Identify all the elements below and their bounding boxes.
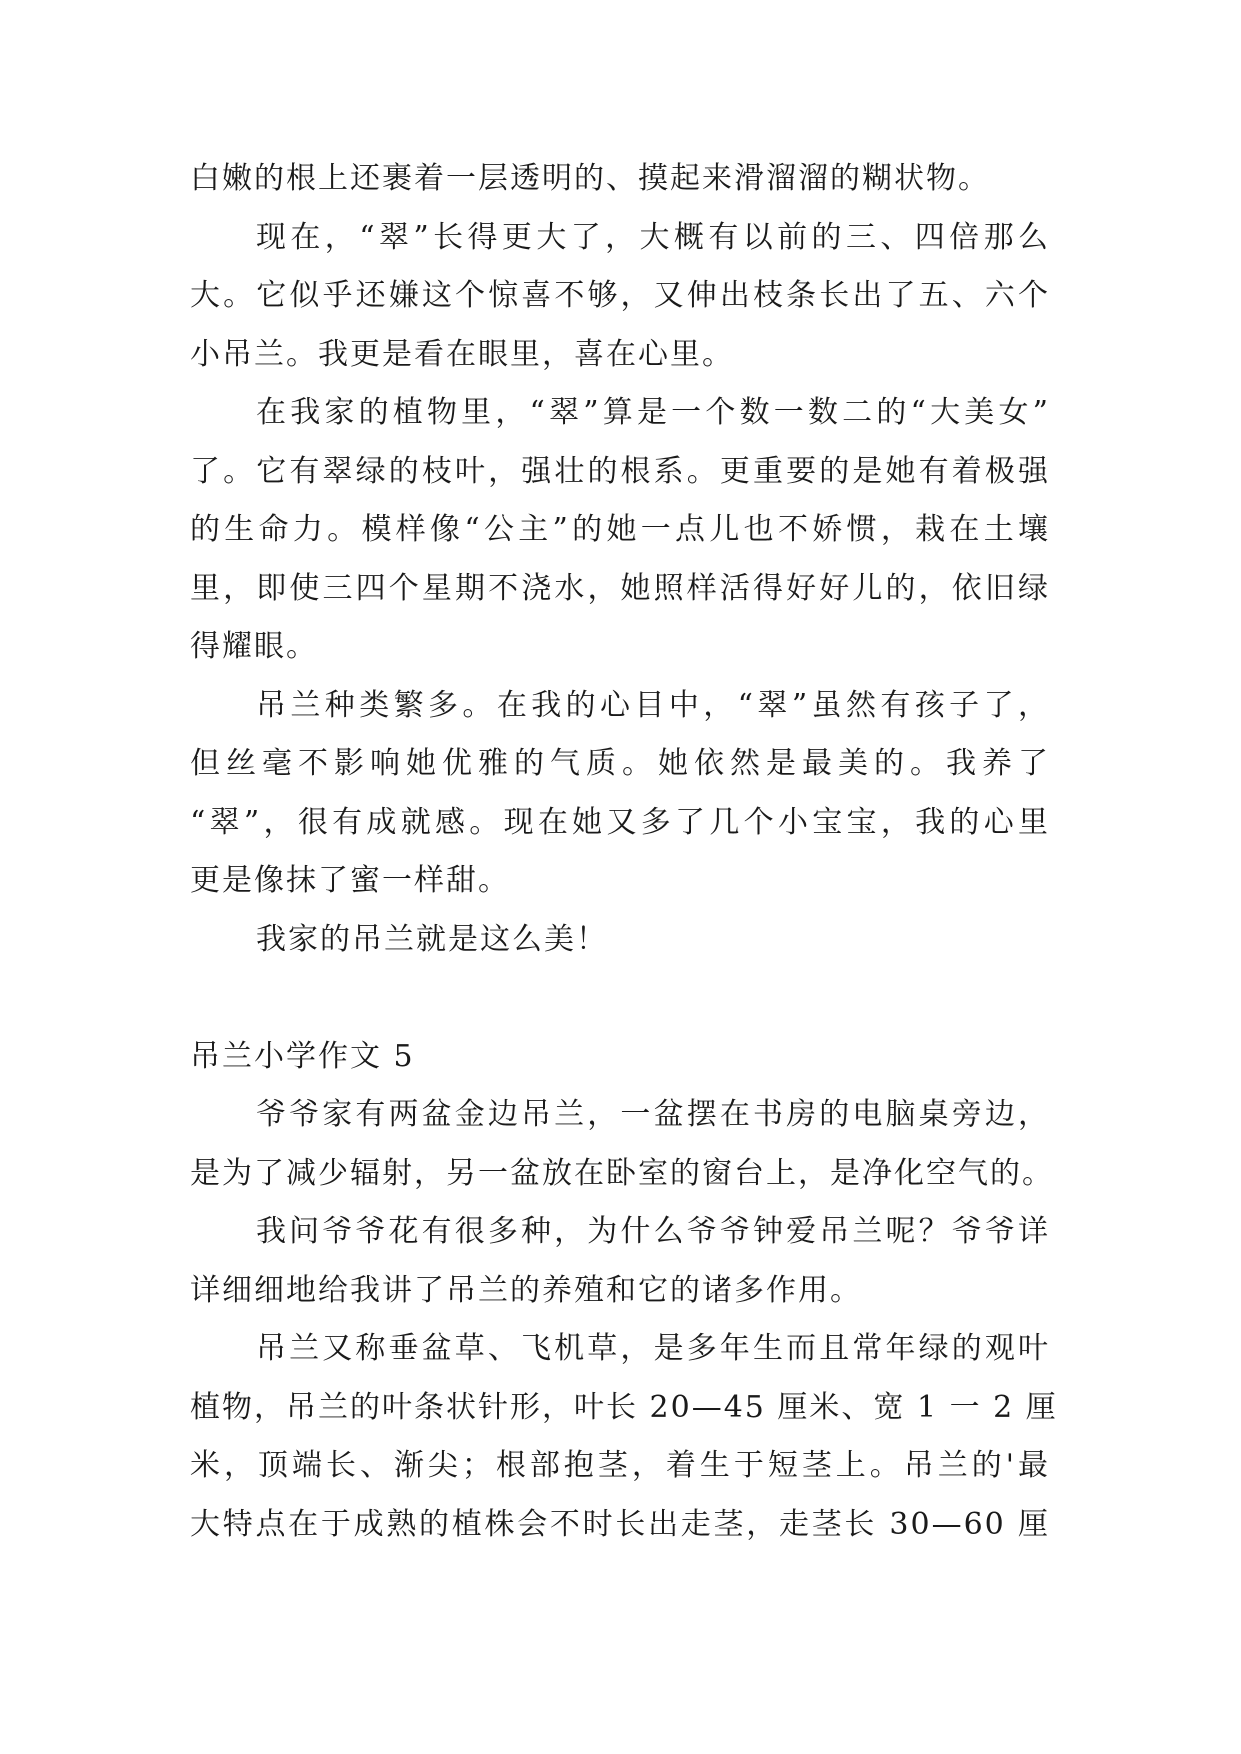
- text-line: 详细细地给我讲了吊兰的养殖和它的诸多作用。: [190, 1272, 862, 1308]
- document-page: [190, 150, 1058, 1554]
- text-line: 更是像抹了蜜一样甜。: [190, 863, 510, 898]
- text-line: 吊兰又称垂盆草、飞机草，是多年生而且常年绿的观叶: [256, 1331, 1050, 1366]
- text-line: 大特点在于成熟的植株会不时长出走茎，走茎长 30—60 厘: [190, 1506, 1050, 1542]
- text-line: 爷爷家有两盆金边吊兰，一盆摆在书房的电脑桌旁边，: [256, 1097, 1050, 1132]
- text-line: 是为了减少辐射，另一盆放在卧室的窗台上，是净化空气的。: [190, 1155, 1054, 1191]
- section-gap: [190, 969, 1050, 1028]
- text-line: “翠”，很有成就感。现在她又多了几个小宝宝，我的心里: [190, 804, 1050, 840]
- text-line: 小吊兰。我更是看在眼里，喜在心里。: [190, 336, 734, 372]
- text-line: 我问爷爷花有很多种，为什么爷爷钟爱吊兰呢？爷爷详: [256, 1214, 1050, 1249]
- essay-5-body: [190, 1086, 1058, 1554]
- text-line: 米，顶端长、渐尖；根部抱茎，着生于短茎上。吊兰的'最: [190, 1448, 1050, 1483]
- text-line: 在我家的植物里，“翠”算是一个数一数二的“大美女”: [256, 395, 1050, 430]
- text-line: 我家的吊兰就是这么美！: [256, 921, 608, 957]
- text-line: 现在，“翠”长得更大了，大概有以前的三、四倍那么: [256, 219, 1050, 255]
- text-line: 了。它有翠绿的枝叶，强壮的根系。更重要的是她有着极强: [190, 453, 1050, 489]
- text-line: 大。它似乎还嫌这个惊喜不够，又伸出枝条长出了五、六个: [190, 278, 1050, 313]
- text-line: 得耀眼。: [190, 629, 318, 664]
- text-line: 但丝毫不影响她优雅的气质。她依然是最美的。我养了: [190, 746, 1050, 781]
- text-line: 的生命力。模样像“公主”的她一点儿也不娇惯，栽在土壤: [190, 512, 1050, 547]
- essay-4-ending: [190, 150, 1050, 969]
- text-line: 里，即使三四个星期不浇水，她照样活得好好儿的，依旧绿: [190, 570, 1050, 606]
- text-line: 吊兰种类繁多。在我的心目中，“翠”虽然有孩子了，: [256, 687, 1050, 723]
- text-line: 白嫩的根上还裹着一层透明的、摸起来滑溜溜的糊状物。: [190, 161, 990, 196]
- section-title: 吊兰小学作文 5: [190, 1038, 415, 1074]
- text-line: 植物，吊兰的叶条状针形，叶长 20—45 厘米、宽 1 一 2 厘: [190, 1389, 1058, 1425]
